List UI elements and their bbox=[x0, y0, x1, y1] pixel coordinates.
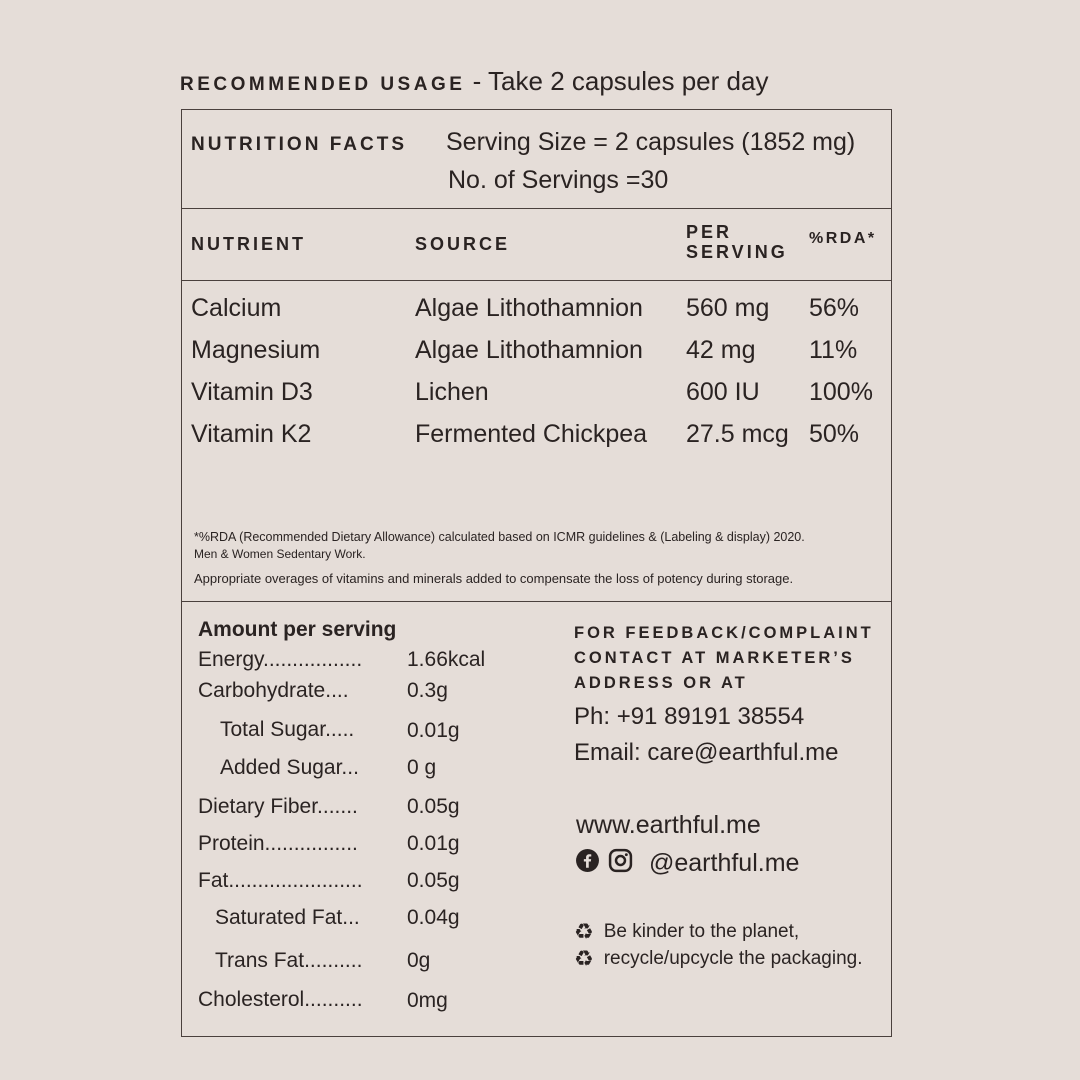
number-of-servings: No. of Servings =30 bbox=[448, 166, 669, 194]
header-per-serving bbox=[686, 222, 788, 262]
amount-label: Added Sugar... bbox=[220, 756, 359, 779]
usage-label: RECOMMENDED USAGE bbox=[180, 74, 466, 95]
amount-label: Trans Fat.......... bbox=[215, 949, 363, 972]
amount-value: 0.01g bbox=[407, 719, 460, 742]
row-source: Algae Lithothamnion bbox=[415, 294, 643, 322]
rda-footnote-line2: Men & Women Sedentary Work. bbox=[194, 547, 366, 561]
divider-header bbox=[181, 280, 892, 281]
divider-footnotes bbox=[181, 601, 892, 602]
eco-line-2 bbox=[574, 946, 863, 972]
amount-label: Protein................ bbox=[198, 832, 358, 855]
amount-label: Cholesterol.......... bbox=[198, 988, 363, 1011]
contact-heading-line3: ADDRESS OR AT bbox=[574, 674, 748, 692]
header-source: SOURCE bbox=[415, 234, 511, 254]
overage-footnote: Appropriate overages of vitamins and minerals added to compensate the loss of potency during storage. bbox=[194, 571, 794, 586]
row-rda: 11% bbox=[809, 336, 858, 364]
recommended-usage bbox=[180, 66, 768, 97]
row-nutrient: Magnesium bbox=[191, 336, 321, 364]
amount-label: Carbohydrate.... bbox=[198, 679, 349, 702]
row-source: Fermented Chickpea bbox=[415, 420, 648, 448]
row-rda: 100% bbox=[809, 378, 873, 406]
amount-value: 1.66kcal bbox=[407, 648, 486, 671]
header-rda: %RDA* bbox=[809, 230, 877, 247]
row-source: Lichen bbox=[415, 378, 489, 406]
recycle-icon: ♻ bbox=[574, 946, 594, 971]
amount-label: Dietary Fiber....... bbox=[198, 795, 358, 818]
serving-size: Serving Size = 2 capsules (1852 mg) bbox=[446, 128, 856, 156]
row-nutrient: Vitamin D3 bbox=[191, 378, 313, 406]
row-per-serving: 42 mg bbox=[686, 336, 756, 364]
contact-heading-line2: CONTACT AT MARKETER’S bbox=[574, 649, 855, 667]
row-rda: 56% bbox=[809, 294, 860, 322]
header-per: PER bbox=[686, 222, 733, 242]
amount-value: 0.04g bbox=[407, 906, 460, 929]
rda-footnote-line1: *%RDA (Recommended Dietary Allowance) calculated based on ICMR guidelines & (Labeling & display) 2020. bbox=[194, 530, 805, 544]
contact-email[interactable]: Email: care@earthful.me bbox=[574, 739, 839, 766]
website-link[interactable]: www.earthful.me bbox=[576, 811, 761, 839]
amount-value: 0mg bbox=[407, 989, 448, 1012]
amount-value: 0.05g bbox=[407, 869, 460, 892]
row-per-serving: 560 mg bbox=[686, 294, 770, 322]
amount-label: Energy................. bbox=[198, 648, 363, 671]
amount-value: 0g bbox=[407, 949, 431, 972]
contact-phone[interactable]: Ph: +91 89191 38554 bbox=[574, 703, 805, 730]
header-serving: SERVING bbox=[686, 242, 788, 262]
amount-label: Saturated Fat... bbox=[215, 906, 360, 929]
divider-facts bbox=[181, 208, 892, 209]
row-rda: 50% bbox=[809, 420, 860, 448]
amount-label: Total Sugar..... bbox=[220, 718, 355, 741]
contact-heading-line1: FOR FEEDBACK/COMPLAINT bbox=[574, 624, 874, 642]
header-nutrient: NUTRIENT bbox=[191, 234, 306, 254]
instagram-icon[interactable] bbox=[608, 848, 633, 878]
amount-label: Fat....................... bbox=[198, 869, 363, 892]
amount-value: 0.01g bbox=[407, 832, 460, 855]
contact-heading bbox=[574, 621, 894, 696]
social-row bbox=[575, 848, 799, 878]
social-handle[interactable]: @earthful.me bbox=[649, 848, 800, 877]
eco-message-line1: Be kinder to the planet, bbox=[603, 921, 800, 942]
amount-value: 0.05g bbox=[407, 795, 460, 818]
recycle-icon: ♻ bbox=[574, 919, 594, 944]
eco-line-1 bbox=[574, 919, 799, 945]
row-nutrient: Vitamin K2 bbox=[191, 420, 312, 448]
eco-message-line2: recycle/upcycle the packaging. bbox=[603, 948, 863, 969]
row-per-serving: 27.5 mcg bbox=[686, 420, 789, 448]
row-source: Algae Lithothamnion bbox=[415, 336, 643, 364]
facebook-icon[interactable] bbox=[575, 848, 600, 878]
usage-text: - Take 2 capsules per day bbox=[472, 66, 769, 96]
row-nutrient: Calcium bbox=[191, 294, 282, 322]
amount-value: 0 g bbox=[407, 756, 437, 779]
amount-per-serving-title: Amount per serving bbox=[198, 618, 397, 641]
amount-value: 0.3g bbox=[407, 679, 448, 702]
nutrition-facts-title: NUTRITION FACTS bbox=[191, 134, 407, 155]
row-per-serving: 600 IU bbox=[686, 378, 760, 406]
